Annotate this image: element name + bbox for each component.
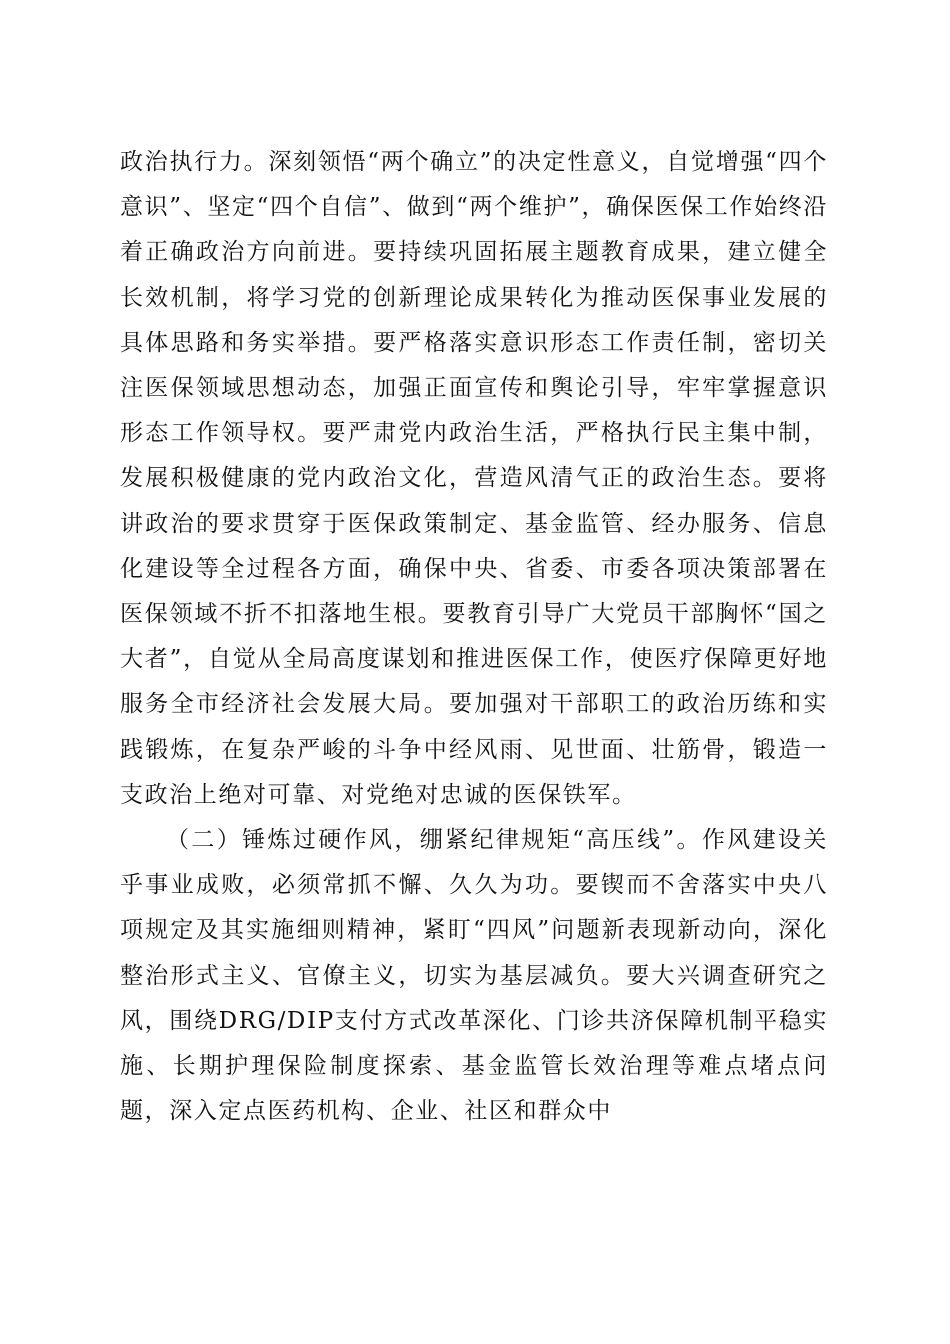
- paragraph-work-style-discipline: （二）锤炼过硬作风，绷紧纪律规矩“高压线”。作风建设关乎事业成败，必须常抓不懈、久久为功。要锲而不舍落实中央八项规定及其实施细则精神，紧盯“四风”问题新表现新动向，深化整治形式主义、官僚主义，切实为基层减负。要大兴调查研究之风，围绕DRG/DIP支付方式改革深化、门诊共济保障机制平稳实施、长期护理保险制度探索、基金监管长效治理等难点堵点问题，深入定点医药机构、企业、社区和群众中: [120, 827, 828, 1125]
- paragraph-political-execution: 政治执行力。深刻领悟“两个确立”的决定性意义，自觉增强“四个意识”、坚定“四个自信”、做到“两个维护”，确保医保工作始终沿着正确政治方向前进。要持续巩固拓展主题教育成果，建立健全长效机制，将学习党的创新理论成果转化为推动医保事业发展的具体思路和务实举措。要严格落实意识形态工作责任制，密切关注医保领域思想动态，加强正面宣传和舆论引导，牢牢掌握意识形态工作领导权。要严肃党内政治生活，严格执行民主集中制，发展积极健康的党内政治文化，营造风清气正的政治生态。要将讲政治的要求贯穿于医保政策制定、基金监管、经办服务、信息化建设等全过程各方面，确保中央、省委、市委各项决策部署在医保领域不折不扣落地生根。要教育引导广大党员干部胸怀“国之大者”，自觉从全局高度谋划和推进医保工作，使医疗保障更好地服务全市经济社会发展大局。要加强对干部职工的政治历练和实践锻炼，在复杂严峻的斗争中经风雨、见世面、壮筋骨，锻造一支政治上绝对可靠、对党绝对忠诚的医保铁军。: [120, 149, 828, 808]
- body-text: [120, 140, 828, 1134]
